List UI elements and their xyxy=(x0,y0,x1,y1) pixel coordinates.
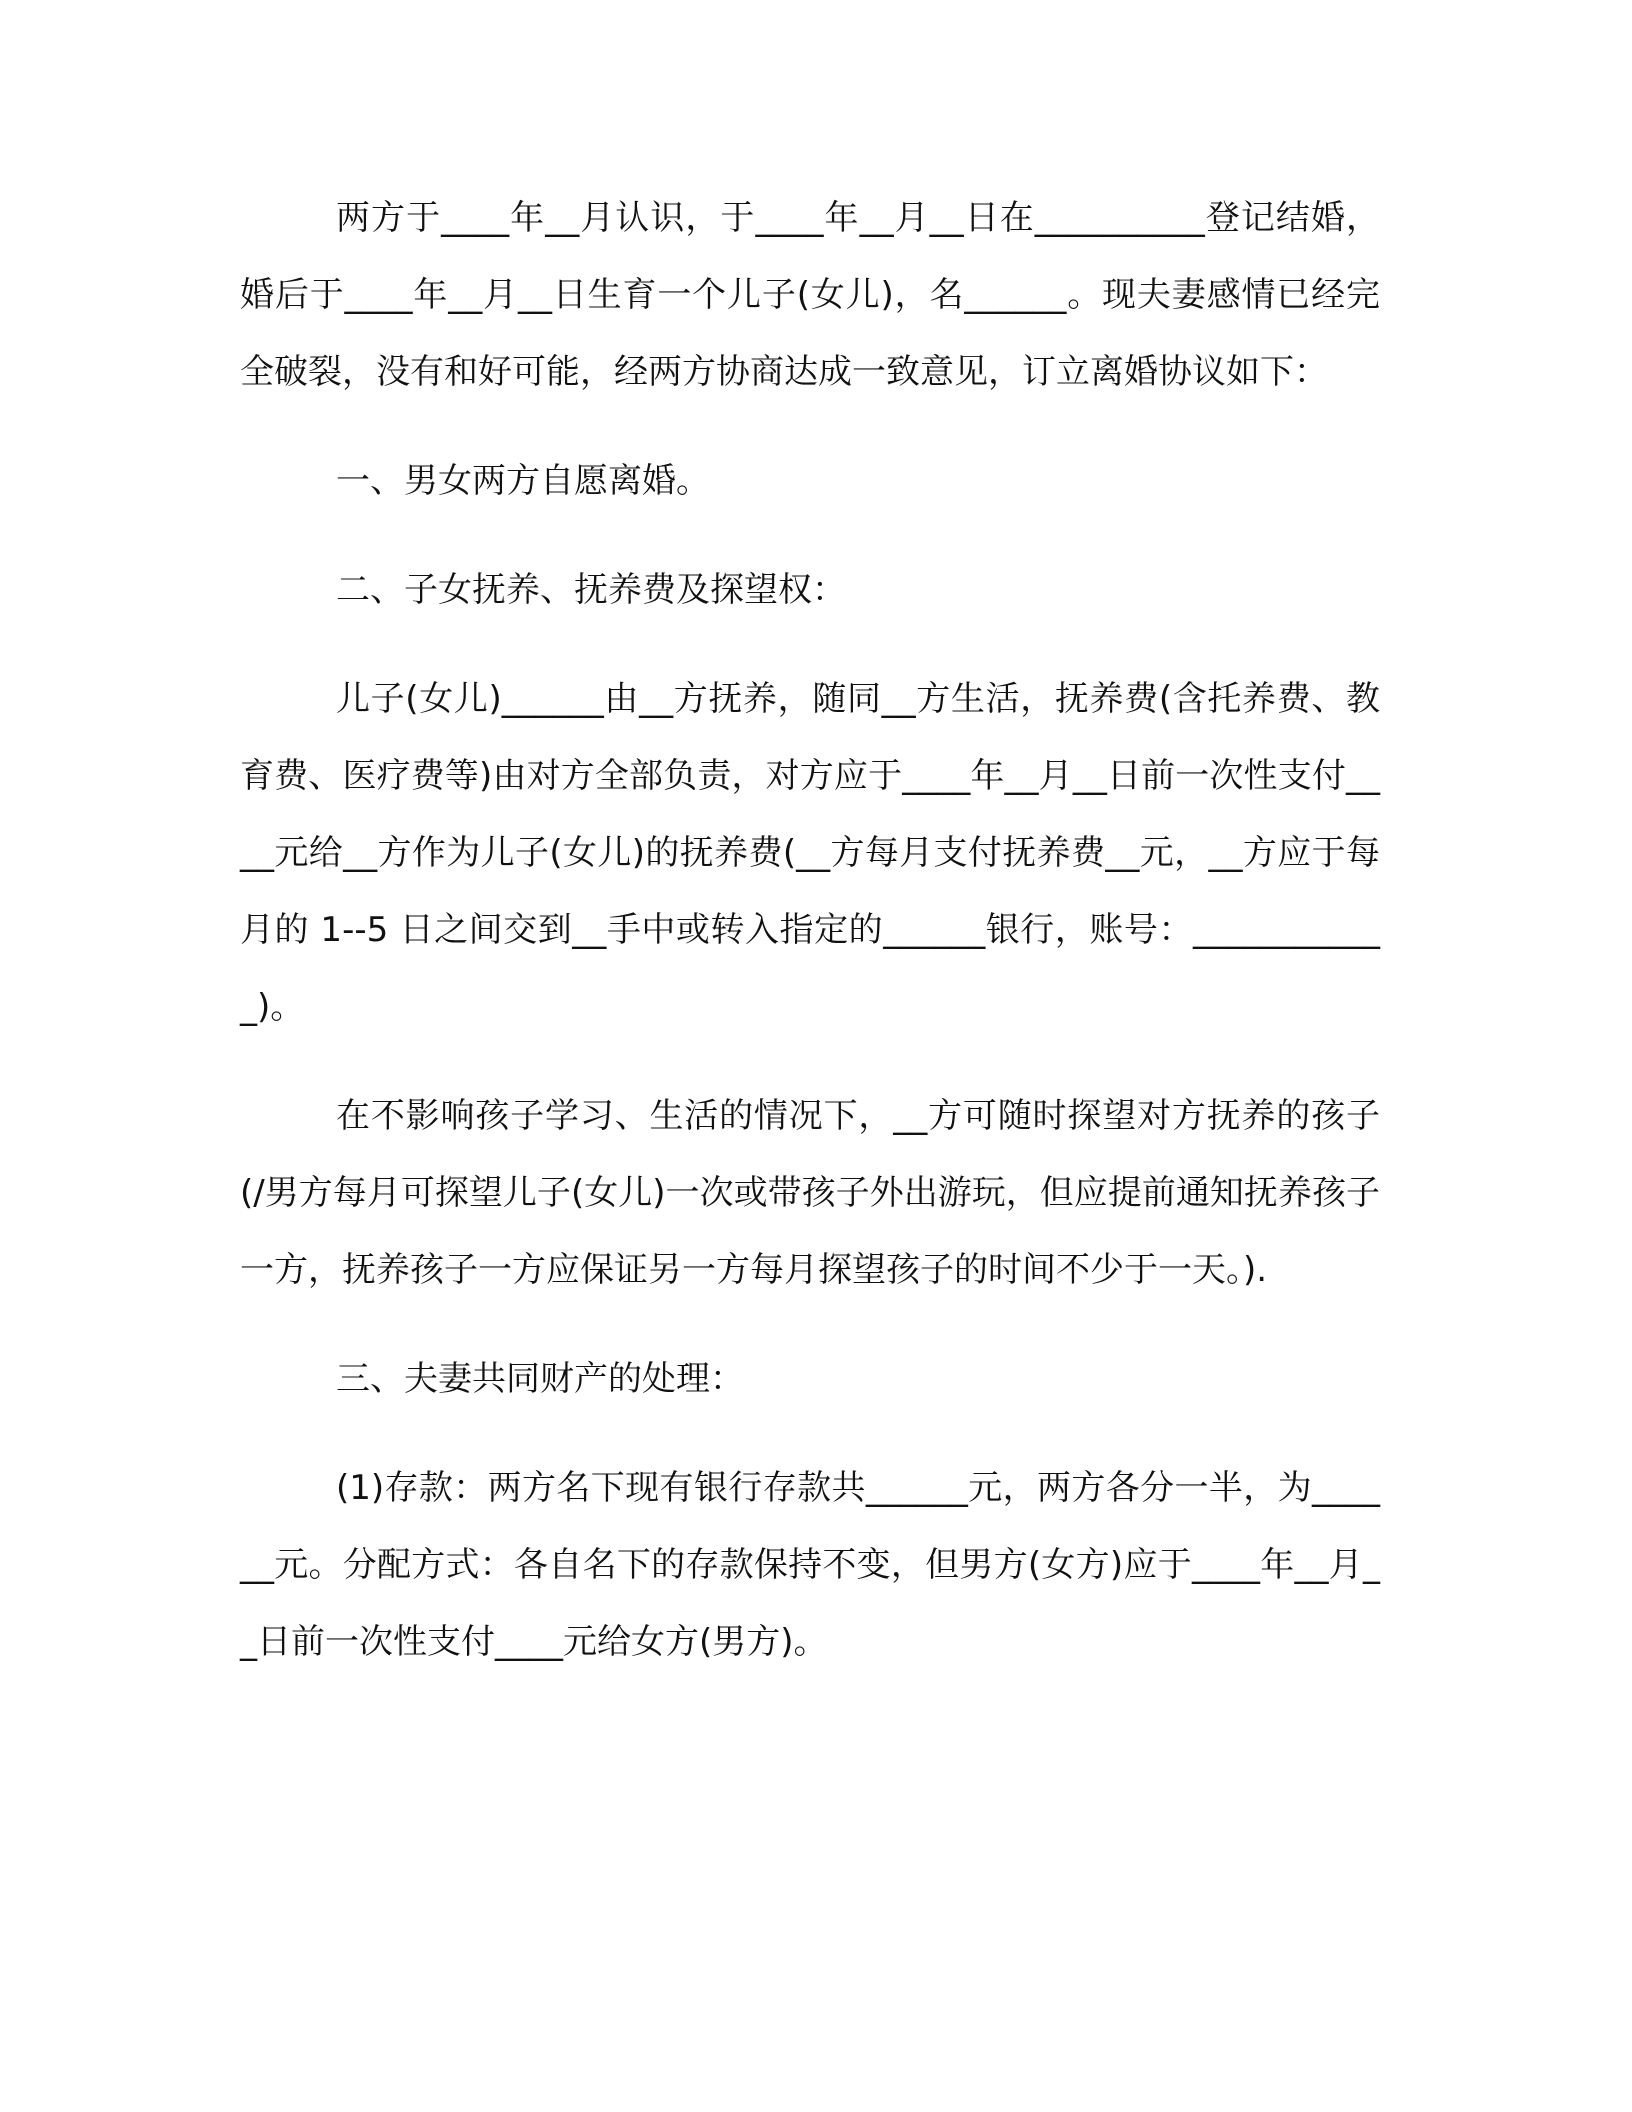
visitation-paragraph: 在不影响孩子学习、生活的情况下，__方可随时探望对方抚养的孩子(/男方每月可探望儿子(女儿)一次或带孩子外出游玩，但应提前通知抚养孩子一方，抚养孩子一方应保证另一方每月探望孩子的时间不少于一天。). xyxy=(240,1096,1380,1290)
child-support-paragraph: 儿子(女儿)______由__方抚养，随同__方生活，抚养费(含托养费、教育费、医疗费等)由对方全部负责，对方应于____年__月__日前一次性支付____元给__方作为儿子(女儿)的抚养费(__方每月支付抚养费__元，__方应于每月的 1--5 日之间交到__手中或转入指定的______银行，账号：____________)。 xyxy=(240,679,1380,1027)
clause-one-heading: 一、男女两方自愿离婚。 xyxy=(336,461,710,501)
clause-two-heading: 二、子女抚养、抚养费及探望权： xyxy=(336,570,846,610)
document-body xyxy=(240,180,1380,1713)
intro-paragraph: 两方于____年__月认识，于____年__月__日在__________登记结婚，婚后于____年__月__日生育一个儿子(女儿)，名______。现夫妻感情已经完全破裂，没有和好可能，经两方协商达成一致意见，订立离婚协议如下： xyxy=(240,198,1380,392)
clause-three-heading: 三、夫妻共同财产的处理： xyxy=(336,1359,744,1399)
savings-paragraph: (1)存款：两方名下现有银行存款共______元，两方各分一半，为______元。分配方式：各自名下的存款保持不变，但男方(女方)应于____年__月__日前一次性支付____元给女方(男方)。 xyxy=(240,1468,1380,1662)
